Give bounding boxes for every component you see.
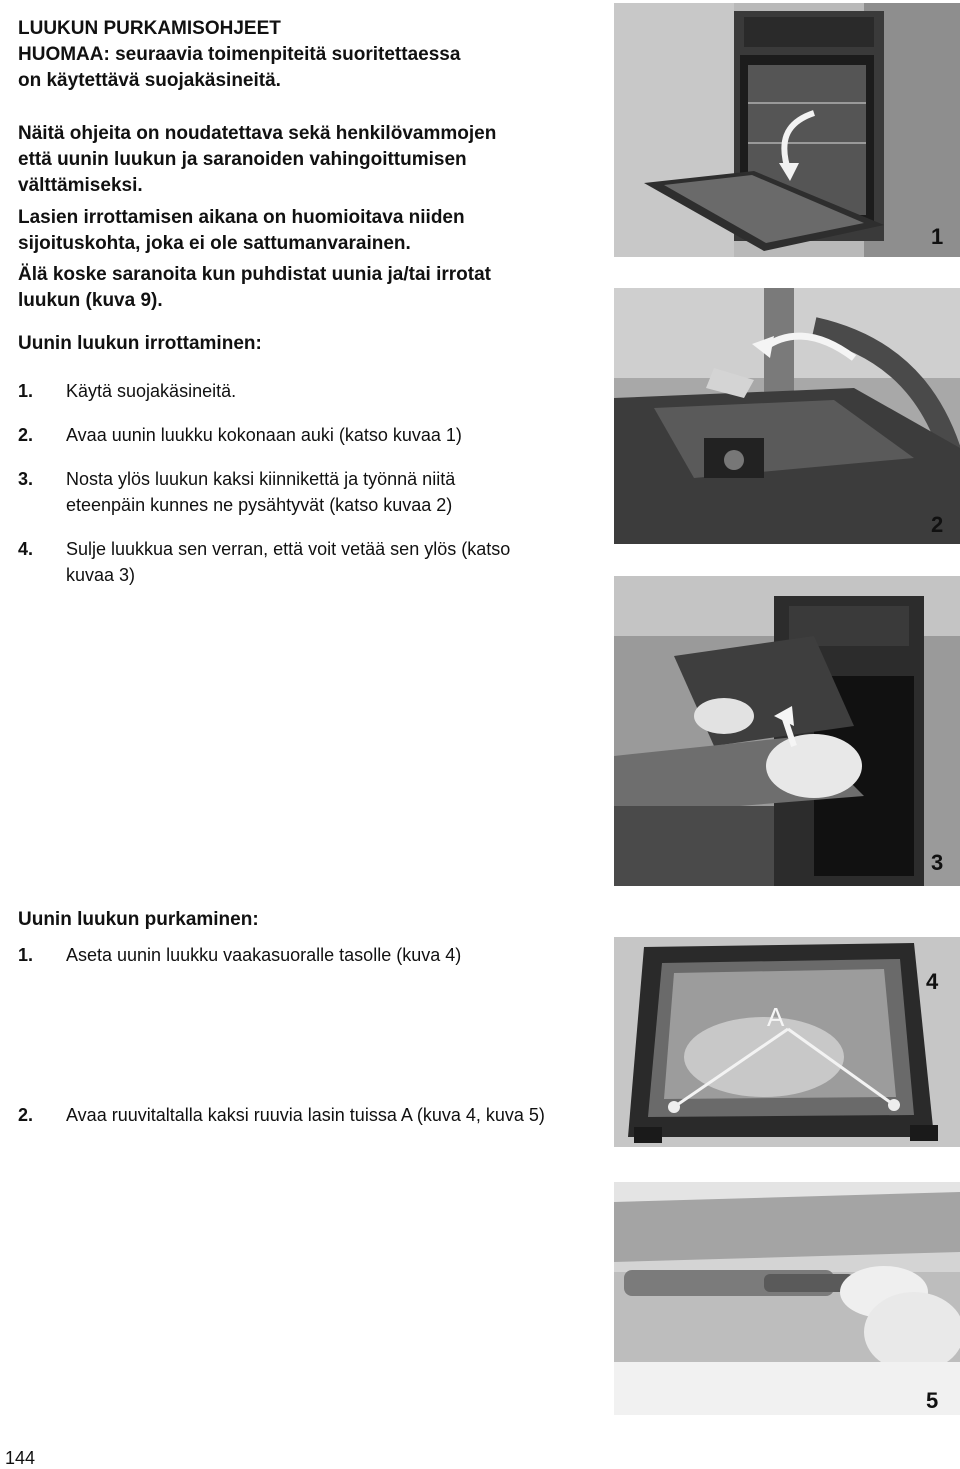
figure-1-oven-door-open (614, 3, 960, 257)
step-number: 1. (18, 381, 34, 401)
step-text-line: Sulje luukkua sen verran, että voit vetää sen ylös (katso (66, 539, 511, 559)
step-text-line: Avaa ruuvitaltalla kaksi ruuvia lasin tuissa A (kuva 4, kuva 5) (66, 1105, 545, 1125)
page-title: LUUKUN PURKAMISOHJEET (18, 18, 281, 39)
removal-step-2 (18, 422, 598, 448)
step-text-line: Avaa uunin luukku kokonaan auki (katso kuvaa 1) (66, 425, 462, 445)
step-text-line: kuvaa 3) (66, 565, 136, 585)
step-number: 2. (18, 1105, 34, 1125)
removal-step-1 (18, 378, 598, 404)
step-number: 4. (18, 539, 34, 559)
figure-4-marker-a: A (767, 1002, 785, 1032)
step-text-line: Nosta ylös luukun kaksi kiinnikettä ja työnnä niitä (66, 469, 456, 489)
intro-paragraph-1-line-2: että uunin luukun ja saranoiden vahingoittumisen (18, 149, 467, 170)
warning-note-line-2: on käytettävä suojakäsineitä. (18, 70, 281, 91)
removal-step-4 (18, 536, 598, 588)
section-heading-removal: Uunin luukun irrottaminen: (18, 333, 262, 354)
step-text-line: Aseta uunin luukku vaakasuoralle tasolle (kuva 4) (66, 945, 462, 965)
disassembly-step-2 (18, 1102, 598, 1128)
figure-5-label: 5 (926, 1388, 939, 1413)
figure-3-lift-door (614, 576, 960, 886)
intro-paragraph-1-line-3: välttämiseksi. (18, 175, 143, 196)
figure-5-screwdriver (614, 1182, 960, 1415)
intro-paragraph-2-line-1: Lasien irrottamisen aikana on huomioitava niiden (18, 207, 465, 228)
step-number: 2. (18, 425, 34, 445)
step-text-line: Käytä suojakäsineitä. (66, 381, 237, 401)
intro-paragraph-2-line-2: sijoituskohta, joka ei ole sattumanvarainen. (18, 233, 411, 254)
figure-2-label: 2 (931, 512, 944, 537)
figure-3-label: 3 (931, 850, 944, 875)
intro-paragraph-1-line-1: Näitä ohjeita on noudatettava sekä henkilövammojen (18, 123, 497, 144)
figure-4-door-flat (614, 937, 960, 1147)
section-heading-disassembly: Uunin luukun purkaminen: (18, 909, 259, 930)
removal-step-3 (18, 466, 598, 518)
figure-1-label: 1 (931, 224, 944, 249)
figure-2-hinge-clip (614, 288, 960, 544)
figure-4-label: 4 (926, 969, 939, 994)
step-text-line: eteenpäin kunnes ne pysähtyvät (katso kuvaa 2) (66, 495, 453, 515)
intro-paragraph-3-line-1: Älä koske saranoita kun puhdistat uunia ja/tai irrotat (18, 264, 491, 285)
step-number: 1. (18, 945, 34, 965)
warning-note-line-1: HUOMAA: seuraavia toimenpiteitä suoritettaessa (18, 44, 461, 65)
disassembly-step-1 (18, 942, 598, 968)
page-number: 144 (5, 1448, 36, 1468)
intro-paragraph-3-line-2: luukun (kuva 9). (18, 290, 163, 311)
step-number: 3. (18, 469, 34, 489)
